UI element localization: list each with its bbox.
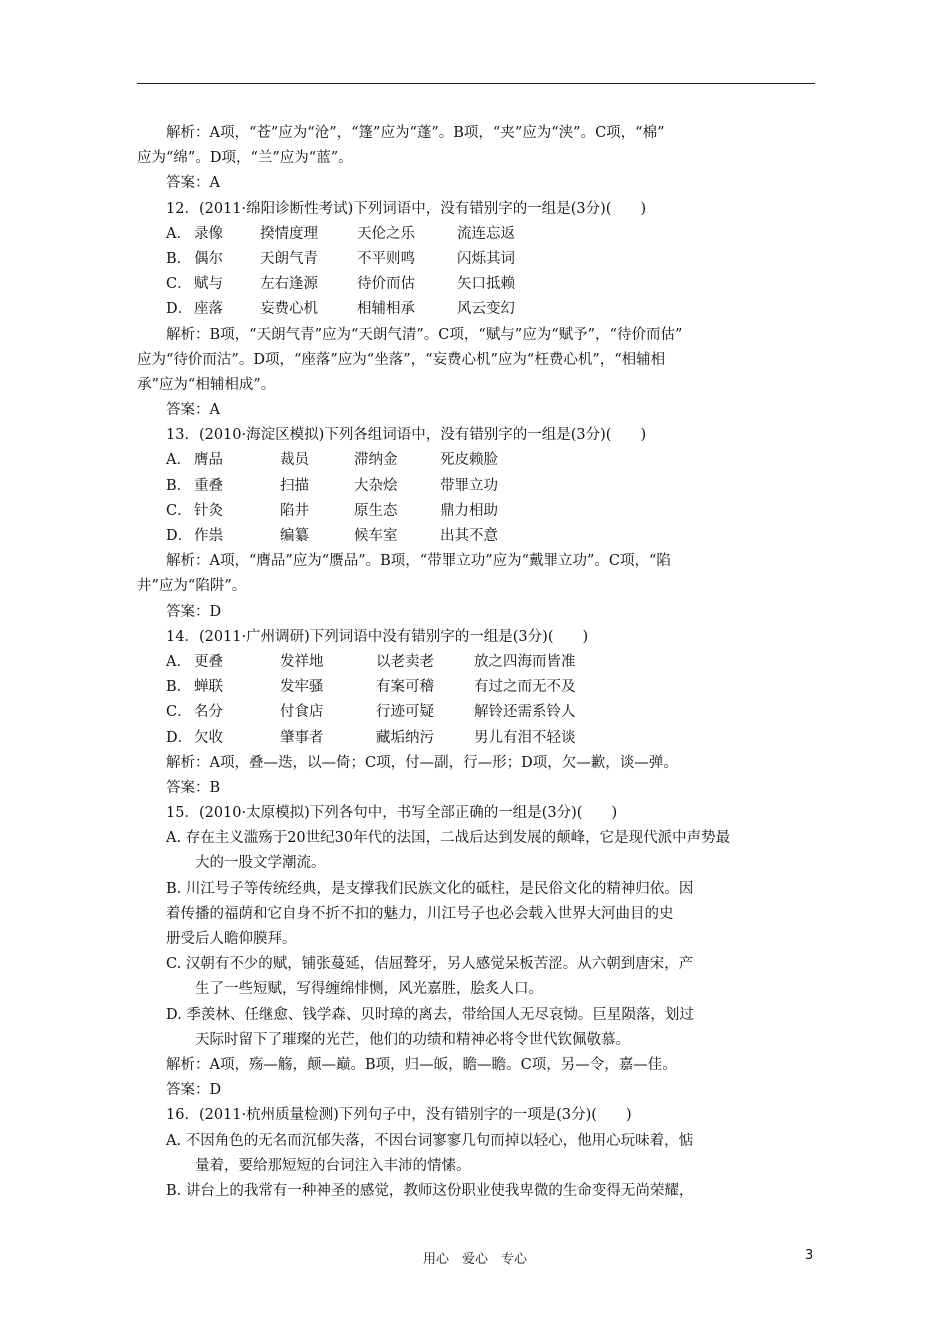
option-word: 肇事者 — [280, 729, 324, 746]
option-word: 流连忘返 — [457, 225, 515, 242]
text-line: 答案：D — [166, 603, 222, 620]
option-word: 不平则鸣 — [357, 250, 415, 267]
option-word: 男儿有泪不轻谈 — [474, 729, 576, 746]
option-row — [137, 222, 815, 247]
text-line: 生了一些短赋，写得缠绵悱恻，风光嘉胜，脍炙人口。 — [195, 981, 543, 998]
option-word: 赋与 — [194, 276, 223, 293]
text-line: 16．(2011·杭州质量检测)下列句子中，没有错别字的一项是(3分)( ) — [166, 1107, 632, 1124]
text-line: 解析：A项，殇—觞，颠—巅。B项，归—皈，瞻—瞻。C项，另—令，嘉—佳。 — [166, 1056, 677, 1073]
option-word: 欠收 — [194, 729, 223, 746]
option-row — [137, 297, 815, 322]
text-line: 14．(2011·广州调研)下列词语中没有错别字的一组是(3分)( ) — [166, 628, 589, 645]
text-line: 答案：B — [166, 779, 221, 796]
option-word: 发祥地 — [280, 653, 324, 670]
option-word: 付食店 — [280, 704, 324, 721]
option-row — [137, 700, 815, 725]
option-row — [137, 650, 815, 675]
option-word: 闪烁其词 — [457, 250, 515, 267]
text-line: 解析：B项，“天朗气青”应为“天朗气清”。C项，“赋与”应为“赋予”，“待价而估” — [166, 326, 683, 343]
text-line: B. 川江号子等传统经典，是支撑我们民族文化的砥柱，是民俗文化的精神归依。因 — [166, 880, 694, 897]
document-body — [137, 121, 815, 1204]
text-line: C. 汉朝有不少的赋，铺张蔓延，佶屈聱牙，另人感觉呆板苦涩。从六朝到唐宋，产 — [166, 956, 694, 973]
text-line: 着传播的福荫和它自身不折不扣的魅力，川江号子也必会载入世界大河曲目的史 — [137, 905, 674, 922]
option-word: 候车室 — [354, 528, 398, 544]
option-word: 座落 — [194, 301, 223, 318]
text-line: 承”应为“相辅相成”。 — [137, 376, 276, 393]
option-word: 名分 — [194, 704, 223, 721]
text-line: 解析：A项，叠—迭，以—倚；C项，付—副，行—形；D项，欠—歉，谈—弹。 — [166, 754, 678, 771]
option-key: B． — [166, 679, 192, 696]
option-key: C． — [166, 276, 192, 293]
page-number: 3 — [805, 1248, 814, 1263]
option-word: 陷井 — [280, 502, 309, 519]
option-row — [137, 675, 815, 700]
option-row — [137, 726, 815, 751]
option-key: A． — [166, 452, 191, 469]
option-key: D． — [166, 528, 193, 544]
option-word: 膺品 — [194, 452, 223, 469]
option-word: 以老卖老 — [376, 653, 434, 670]
option-key: D． — [166, 301, 193, 318]
option-word: 风云变幻 — [457, 301, 515, 318]
text-line: 12．(2011·绵阳诊断性考试)下列词语中，没有错别字的一组是(3分)( ) — [166, 200, 647, 217]
header-rule — [137, 83, 815, 84]
option-row — [137, 524, 815, 549]
option-key: A． — [166, 653, 191, 670]
option-word: 待价而估 — [357, 276, 415, 293]
option-word: 作祟 — [194, 528, 223, 544]
option-word: 解铃还需系铃人 — [474, 704, 576, 721]
option-word: 裁员 — [280, 452, 309, 469]
option-word: 偶尔 — [194, 250, 223, 267]
option-word: 出其不意 — [440, 528, 498, 544]
text-line: 解析：A项，“膺品”应为“赝品”。B项，“带罪立功”应为“戴罪立功”。C项，“陷 — [166, 553, 671, 570]
option-word: 矢口抵赖 — [457, 276, 515, 293]
option-key: D． — [166, 729, 193, 746]
text-line: 册受后人瞻仰膜拜。 — [137, 931, 297, 947]
option-word: 录像 — [194, 225, 223, 242]
page-footer: 用心 爱心 专心 — [422, 1252, 527, 1267]
option-row — [137, 499, 815, 524]
option-row — [137, 474, 815, 499]
text-line: 答案：D — [166, 1082, 222, 1099]
option-word: 大杂烩 — [354, 477, 398, 494]
text-line: D. 季羡林、任继愈、钱学森、贝时璋的离去，带给国人无尽哀恸。巨星陨落，划过 — [166, 1006, 694, 1023]
text-line: 天际时留下了璀璨的光芒，他们的功绩和精神必将令世代钦佩敬慕。 — [195, 1031, 630, 1048]
text-line: 答案：A — [166, 402, 220, 419]
option-word: 针灸 — [194, 502, 223, 519]
option-word: 鼎力相助 — [440, 502, 498, 519]
option-word: 妄费心机 — [260, 301, 318, 318]
option-key: A． — [166, 225, 191, 242]
option-key: C． — [166, 502, 192, 519]
option-word: 重叠 — [194, 477, 223, 494]
text-line: 井”应为“陷阱”。 — [137, 578, 247, 595]
text-line: 量着，要给那短短的台词注入丰沛的情愫。 — [195, 1157, 471, 1174]
text-line: 15．(2010·太原模拟)下列各句中，书写全部正确的一组是(3分)( ) — [166, 805, 618, 822]
option-row — [137, 247, 815, 272]
option-key: B． — [166, 250, 192, 267]
option-word: 死皮赖脸 — [440, 452, 498, 469]
text-line: 应为“待价而沽”。D项，“座落”应为“坐落”，“妄费心机”应为“枉费心机”，“相辅相 — [137, 351, 666, 368]
option-word: 天朗气青 — [260, 250, 318, 267]
option-row — [137, 272, 815, 297]
option-word: 天伦之乐 — [357, 225, 415, 242]
text-line: A. 存在主义滥殇于20世纪30年代的法国，二战后达到发展的颠峰，它是现代派中声势最 — [166, 830, 731, 847]
option-key: B． — [166, 477, 192, 494]
option-row — [137, 448, 815, 473]
option-word: 发牢骚 — [280, 679, 324, 696]
option-word: 滞纳金 — [354, 452, 398, 469]
option-word: 放之四海而皆准 — [474, 653, 576, 670]
text-line: 解析：A项，“苍”应为“沧”，“篷”应为“蓬”。B项，“夹”应为“浃”。C项，“棉” — [166, 125, 665, 141]
text-line: B. 讲台上的我常有一种神圣的感觉，教师这份职业使我卑微的生命变得无尚荣耀， — [166, 1182, 694, 1199]
option-key: C． — [166, 704, 192, 721]
option-word: 扫描 — [280, 477, 309, 494]
option-word: 有案可稽 — [376, 679, 434, 696]
option-word: 藏垢纳污 — [376, 729, 434, 746]
text-line: 13．(2010·海淀区模拟)下列各组词语中，没有错别字的一组是(3分)( ) — [166, 427, 647, 444]
option-word: 编纂 — [280, 528, 309, 544]
option-word: 相辅相承 — [357, 301, 415, 318]
text-line: 大的一股文学潮流。 — [195, 855, 326, 872]
option-word: 更叠 — [194, 653, 223, 670]
option-word: 蝉联 — [194, 679, 223, 696]
text-line: A. 不因角色的无名而沉郁失落，不因台词寥寥几句而掉以轻心，他用心玩味着，惦 — [166, 1132, 694, 1149]
option-word: 带罪立功 — [440, 477, 498, 494]
option-word: 有过之而无不及 — [474, 679, 576, 696]
text-line: 应为“绵”。D项，“兰”应为“蓝”。 — [137, 150, 353, 167]
option-word: 揆情度理 — [260, 225, 318, 242]
text-line: 答案：A — [166, 175, 220, 192]
option-word: 行迹可疑 — [376, 704, 434, 721]
option-word: 左右逢源 — [260, 276, 318, 293]
option-word: 原生态 — [354, 502, 398, 519]
